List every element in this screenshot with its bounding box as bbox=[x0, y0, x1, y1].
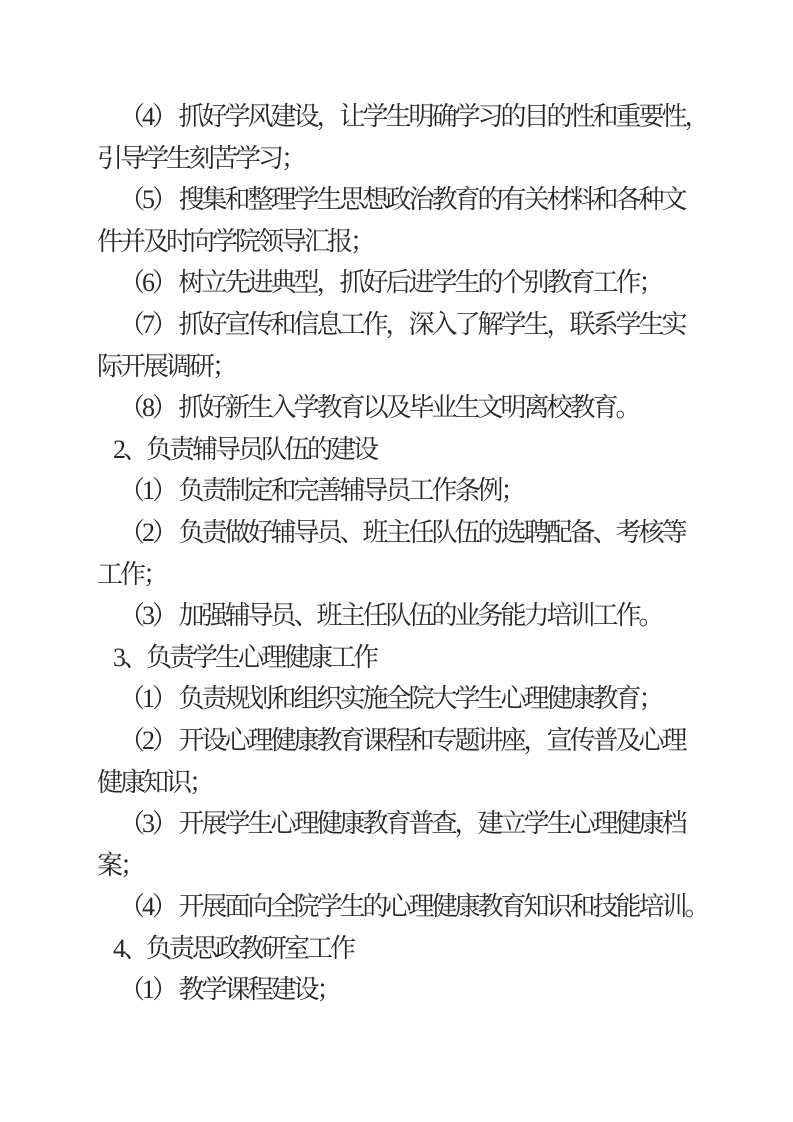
text-line: （6） 树立先进典型，抓好后进学生的个别教育工作； bbox=[119, 268, 662, 298]
text-line: （1） 负责规划和组织实施全院大学生心理健康教育； bbox=[119, 684, 662, 714]
text-line: 际开展调研； bbox=[97, 351, 236, 381]
text-line: （4） 开展面向全院学生的心理健康教育知识和技能培训。 bbox=[119, 892, 708, 922]
section-heading: 4、负责思政教研室工作 bbox=[113, 933, 354, 963]
section-heading: 2、负责辅导员队伍的建设 bbox=[113, 434, 377, 464]
text-line: （1） 负责制定和完善辅导员工作条例； bbox=[119, 476, 524, 506]
text-line: （8） 抓好新生入学教育以及毕业生文明离校教育。 bbox=[119, 393, 639, 423]
text-line: （5） 搜集和整理学生思想政治教育的有关材料和各种文 bbox=[119, 185, 685, 215]
text-line: 件并及时向学院领导汇报； bbox=[97, 226, 374, 256]
text-line: 工作； bbox=[97, 559, 167, 589]
text-line: 健康知识； bbox=[97, 767, 213, 797]
text-line: （4） 抓好学风建设，让学生明确学习的目的性和重要性， bbox=[119, 102, 708, 131]
text-line: （3） 加强辅导员、班主任队伍的业务能力培训工作。 bbox=[119, 601, 662, 631]
text-line: （2） 负责做好辅导员、班主任队伍的选聘配备、考核等 bbox=[119, 517, 685, 547]
text-line: （3） 开展学生心理健康教育普查，建立学生心理健康档 bbox=[119, 809, 685, 839]
document-body-text bbox=[97, 96, 793, 1011]
text-line: （7） 抓好宣传和信息工作，深入了解学生，联系学生实 bbox=[119, 309, 685, 339]
section-heading: 3、负责学生心理健康工作 bbox=[113, 642, 377, 672]
text-line: 案； bbox=[97, 850, 144, 880]
text-line: 引导学生刻苦学习； bbox=[97, 143, 305, 173]
text-line: （1） 教学课程建设； bbox=[119, 975, 340, 1005]
text-line: （2） 开设心理健康教育课程和专题讲座，宣传普及心理 bbox=[119, 725, 685, 755]
